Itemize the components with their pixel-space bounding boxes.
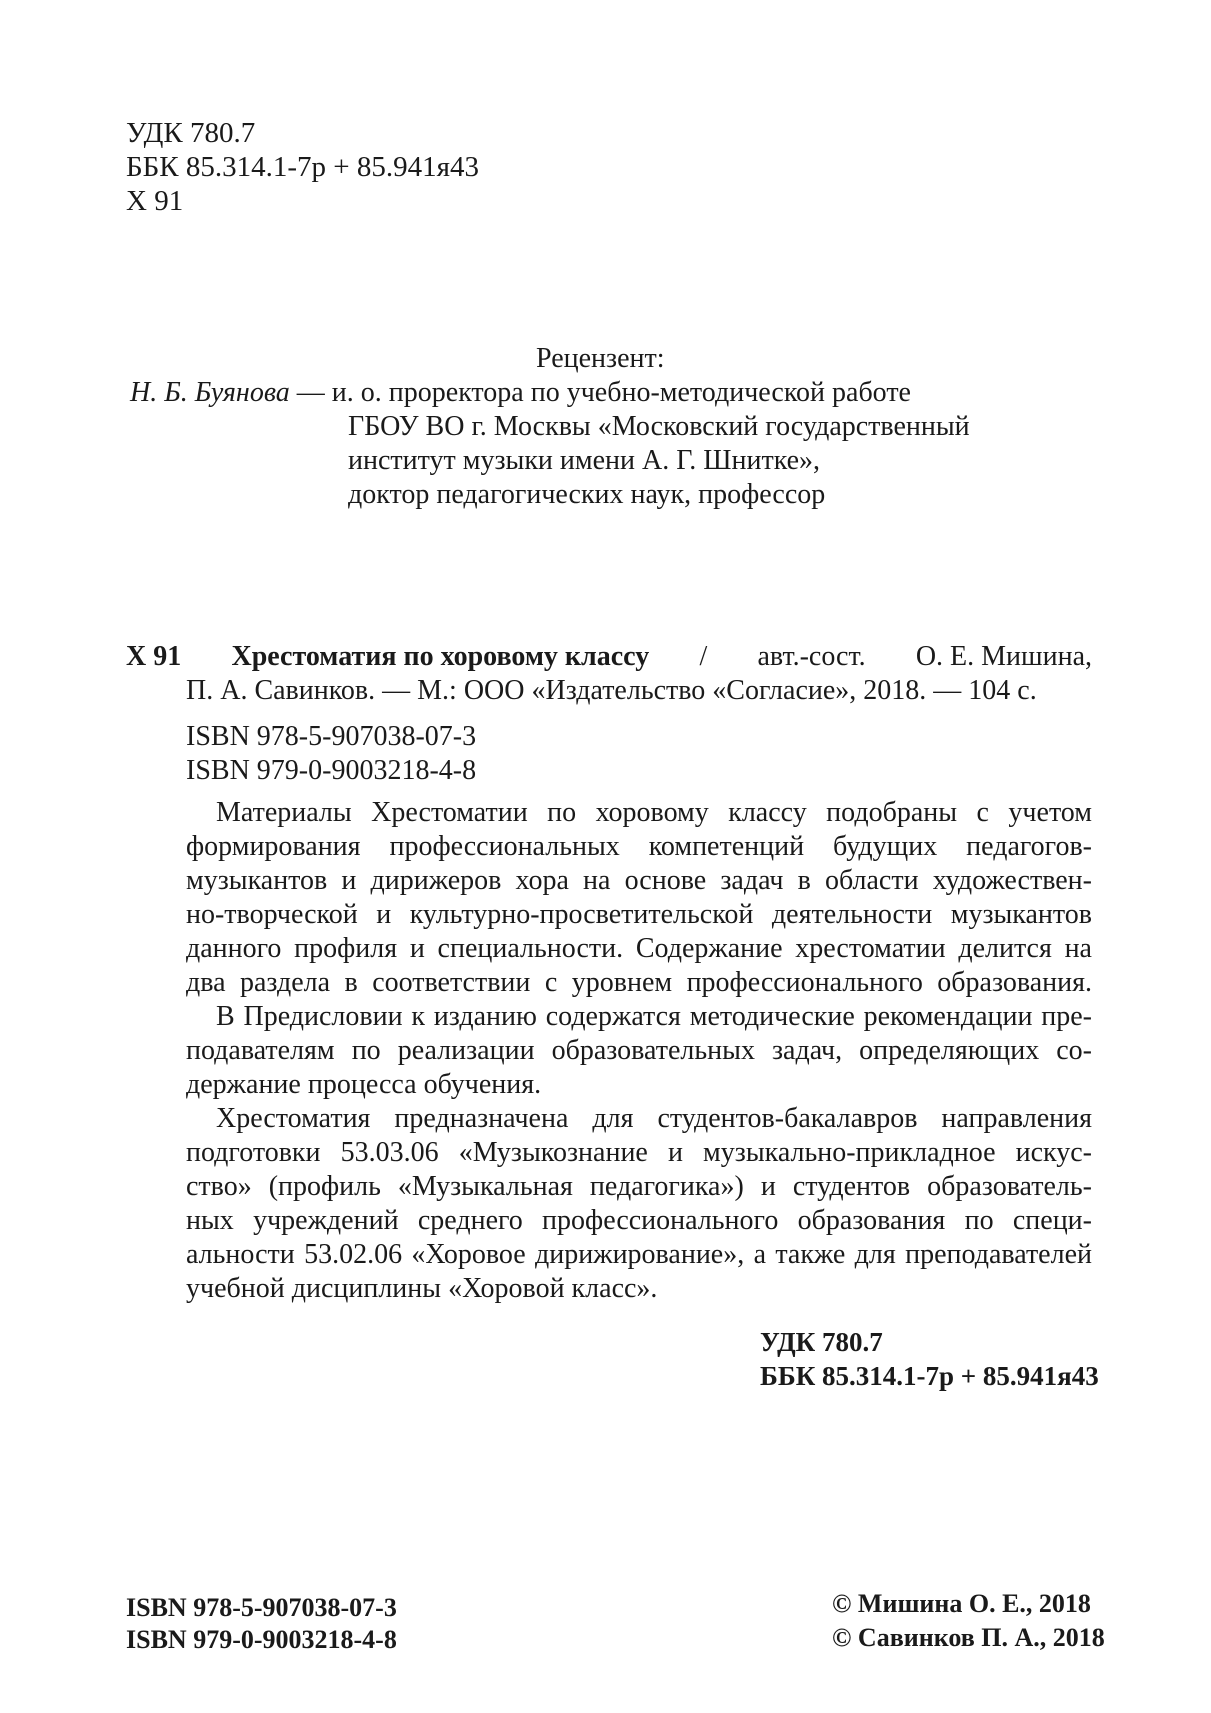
reviewer-position-line2: ГБОУ ВО г. Москвы «Московский государственный [348,411,970,442]
annotation-line: данного профиля и специальности. Содержание хрестоматии делится на [186,933,1092,964]
annotation-line: музыкантов и дирижеров хора на основе задач в области художествен- [186,865,1092,896]
reviewer-position-line3: институт музыки имени А. Г. Шнитке», [348,445,821,476]
annotation-line: учебной дисциплины «Хоровой класс». [186,1273,658,1304]
copyright-line-2: © Савинков П. А., 2018 [832,1623,1105,1652]
annotation-line: но-творческой и культурно-просветительской деятельности музыкантов [186,899,1092,930]
annotation-line: подавателям по реализации образовательных задач, определяющих со- [186,1035,1092,1066]
reviewer-name: Н. Б. Буянова [130,377,290,408]
reviewer-first-line [130,376,911,410]
footer-isbn-2: ISBN 979-0-9003218-4-8 [126,1625,397,1654]
reviewer-dash: — [289,377,332,408]
annotation-line: формирования профессиональных компетенций будущих педагогов- [186,831,1092,862]
index-udk: УДК 780.7 [760,1327,883,1357]
bibliography-author-first: О. Е. Мишина, [915,641,1092,672]
index-bbk: ББК 85.314.1-7р + 85.941я43 [760,1361,1099,1391]
reviewer-position-line1: и. о. проректора по учебно-методической работе [331,377,911,408]
bibliography-authors-label: авт.-сост. [757,641,866,672]
copyright-line-1: © Мишина О. Е., 2018 [832,1589,1091,1618]
book-title: Хрестоматия по хоровому классу [231,641,650,672]
reviewer-heading: Рецензент: [536,343,665,374]
isbn-line-1: ISBN 978-5-907038-07-3 [186,721,477,752]
reviewer-position-line4: доктор педагогических наук, профессор [348,479,826,510]
annotation-line: В Предисловии к изданию содержатся методические рекомендации пре- [216,1001,1092,1032]
annotation-line: альности 53.02.06 «Хоровое дирижирование», а также для преподавателей [186,1239,1092,1270]
annotation-line: подготовки 53.03.06 «Музыкознание и музыкально-прикладное искус- [186,1137,1092,1168]
annotation-line: ство» (профиль «Музыкальная педагогика») и студентов образователь- [186,1171,1092,1202]
annotation-line: держание процесса обучения. [186,1069,542,1100]
footer-isbn-1: ISBN 978-5-907038-07-3 [126,1593,397,1622]
bibliography-imprint: П. А. Савинков. — М.: ООО «Издательство «Согласие», 2018. — 104 с. [186,675,1037,706]
bibliography-slash: / [699,641,708,672]
udk-code: УДК 780.7 [126,117,256,149]
annotation-line: ных учреждений среднего профессионального образования по специ- [186,1205,1092,1236]
annotation-line: Материалы Хрестоматии по хоровому классу подобраны с учетом [216,797,1092,828]
bibliography-mark: Х 91 [126,641,182,672]
annotation-line: два раздела в соответствии с уровнем профессионального образования. [186,967,1092,998]
author-mark: Х 91 [126,185,184,217]
bbk-code: ББК 85.314.1-7р + 85.941я43 [126,151,479,183]
isbn-line-2: ISBN 979-0-9003218-4-8 [186,755,477,786]
bibliography-first-line [126,640,1092,674]
annotation-line: Хрестоматия предназначена для студентов-бакалавров направления [216,1103,1092,1134]
